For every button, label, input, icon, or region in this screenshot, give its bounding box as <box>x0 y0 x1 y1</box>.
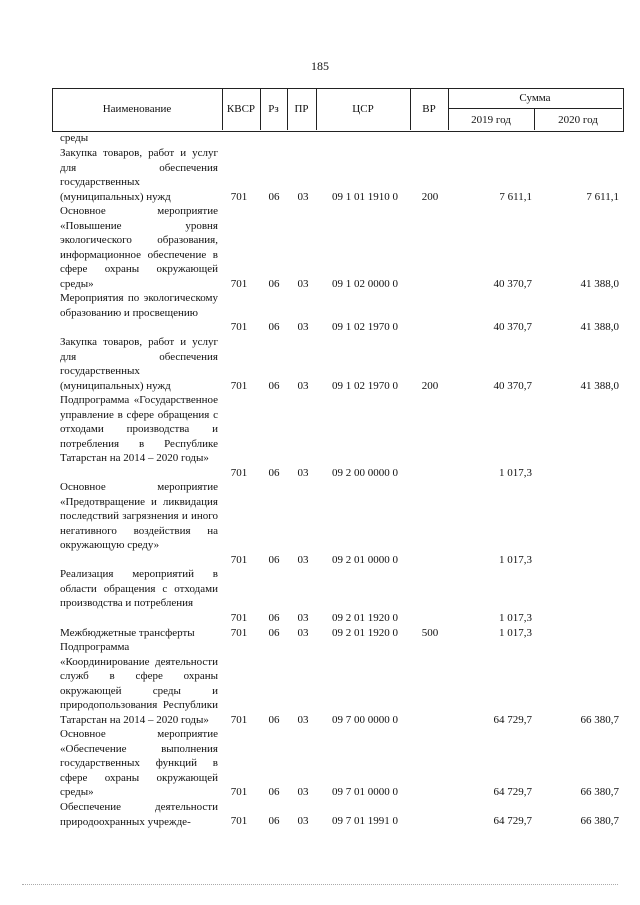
cell-sum-2020: 66 380,7 <box>580 714 619 726</box>
header-pr: ПР <box>294 103 309 115</box>
cell-csr: 09 1 01 1910 0 <box>332 191 398 203</box>
cell-sum-2019: 1 017,3 <box>499 554 532 566</box>
cell-pr: 03 <box>297 627 309 639</box>
cell-sum-2020: 66 380,7 <box>580 815 619 827</box>
cell-sum-2019: 40 370,7 <box>493 380 532 392</box>
cell-pr: 03 <box>297 786 309 798</box>
cell-csr: 09 1 02 1970 0 <box>332 321 398 333</box>
cell-kvsr: 701 <box>230 380 248 392</box>
cell-pr: 03 <box>297 714 309 726</box>
cell-sum-2019: 40 370,7 <box>493 321 532 333</box>
row-name: Закупка товаров, работ и услуг для обеспечения государственных (муниципальных) нужд <box>60 336 218 392</box>
cell-sum-2019: 7 611,1 <box>499 191 532 203</box>
cell-rz: 06 <box>268 191 280 203</box>
header-sum: Сумма <box>519 92 551 104</box>
cell-kvsr: 701 <box>230 612 248 624</box>
cell-pr: 03 <box>297 380 309 392</box>
header-year-2020: 2020 год <box>558 113 598 126</box>
cell-kvsr: 701 <box>230 815 248 827</box>
cell-rz: 06 <box>268 627 280 639</box>
cell-csr: 09 7 00 0000 0 <box>332 714 398 726</box>
cell-pr: 03 <box>297 191 309 203</box>
cell-kvsr: 701 <box>230 554 248 566</box>
cell-pr: 03 <box>297 612 309 624</box>
cell-sum-2020: 41 388,0 <box>580 321 619 333</box>
cell-pr: 03 <box>297 278 309 290</box>
header-year-2019: 2019 год <box>471 113 511 126</box>
cell-csr: 09 1 02 0000 0 <box>332 278 398 290</box>
cell-vr: 200 <box>421 380 439 392</box>
row-name: Мероприятия по экологическому образованию и просвещению <box>60 292 218 319</box>
row-name: Реализация мероприятий в области обращения с отходами производства и потребления <box>60 568 218 609</box>
cell-kvsr: 701 <box>230 467 248 479</box>
cell-kvsr: 701 <box>230 278 248 290</box>
cell-sum-2020: 41 388,0 <box>580 380 619 392</box>
cell-csr: 09 7 01 0000 0 <box>332 786 398 798</box>
cell-csr: 09 2 01 0000 0 <box>332 554 398 566</box>
header-csr: ЦСР <box>352 103 374 115</box>
row-name: Обеспечение деятельности природоохранных учрежде- <box>60 801 218 828</box>
cell-sum-2020: 41 388,0 <box>580 278 619 290</box>
cell-kvsr: 701 <box>230 627 248 639</box>
cell-sum-2019: 64 729,7 <box>493 815 532 827</box>
cell-kvsr: 701 <box>230 714 248 726</box>
cell-csr: 09 7 01 1991 0 <box>332 815 398 827</box>
cell-vr: 200 <box>421 191 439 203</box>
cell-vr: 500 <box>421 627 439 639</box>
row-name: Основное мероприятие «Повышение уровня экологического образования, информационное обеспечение в сфере охраны окружающей среды» <box>60 205 218 290</box>
cell-kvsr: 701 <box>230 321 248 333</box>
cell-sum-2019: 1 017,3 <box>499 612 532 624</box>
cell-rz: 06 <box>268 278 280 290</box>
header-rz: Рз <box>268 103 279 115</box>
cell-pr: 03 <box>297 321 309 333</box>
row-name: Межбюджетные трансферты <box>60 627 195 639</box>
cell-rz: 06 <box>268 467 280 479</box>
header-vr: ВР <box>422 103 436 115</box>
row-name: Основное мероприятие «Предотвращение и ликвидация последствий загрязнения и иного негативного воздействия на окружающую среду» <box>60 481 218 551</box>
table-header <box>52 88 624 132</box>
cell-sum-2019: 40 370,7 <box>493 278 532 290</box>
cell-pr: 03 <box>297 554 309 566</box>
cell-rz: 06 <box>268 380 280 392</box>
cell-csr: 09 2 01 1920 0 <box>332 627 398 639</box>
cell-pr: 03 <box>297 815 309 827</box>
cell-rz: 06 <box>268 321 280 333</box>
row-name: Закупка товаров, работ и услуг для обеспечения государственных (муниципальных) нужд <box>60 147 218 203</box>
cell-sum-2020: 7 611,1 <box>586 191 619 203</box>
row-name: среды <box>60 132 89 144</box>
cell-rz: 06 <box>268 554 280 566</box>
cell-sum-2019: 64 729,7 <box>493 714 532 726</box>
cell-csr: 09 2 01 1920 0 <box>332 612 398 624</box>
cell-csr: 09 1 02 1970 0 <box>332 380 398 392</box>
cell-csr: 09 2 00 0000 0 <box>332 467 398 479</box>
cell-kvsr: 701 <box>230 786 248 798</box>
cell-sum-2020: 66 380,7 <box>580 786 619 798</box>
cell-sum-2019: 1 017,3 <box>499 627 532 639</box>
cell-sum-2019: 64 729,7 <box>493 786 532 798</box>
cell-pr: 03 <box>297 467 309 479</box>
page-number: 185 <box>311 59 329 73</box>
bottom-dotted-rule <box>22 884 618 885</box>
header-name: Наименование <box>102 103 172 115</box>
row-name: Основное мероприятие «Обеспечение выполнения государственных функций в сфере охраны окружающей среды» <box>60 728 218 798</box>
cell-sum-2019: 1 017,3 <box>499 467 532 479</box>
row-name: Подпрограмма «Координирование деятельности служб в сфере охраны окружающей среды и природопользования Республики Татарстан на 2014 – 2020 годы» <box>60 641 218 726</box>
cell-rz: 06 <box>268 815 280 827</box>
row-name: Подпрограмма «Государственное управление в сфере обращения с отходами производства и потребления в Республике Татарстан на 2014 – 2020 годы» <box>60 394 218 464</box>
header-kvsr: КВСР <box>226 103 256 115</box>
cell-rz: 06 <box>268 786 280 798</box>
cell-rz: 06 <box>268 612 280 624</box>
cell-rz: 06 <box>268 714 280 726</box>
cell-kvsr: 701 <box>230 191 248 203</box>
